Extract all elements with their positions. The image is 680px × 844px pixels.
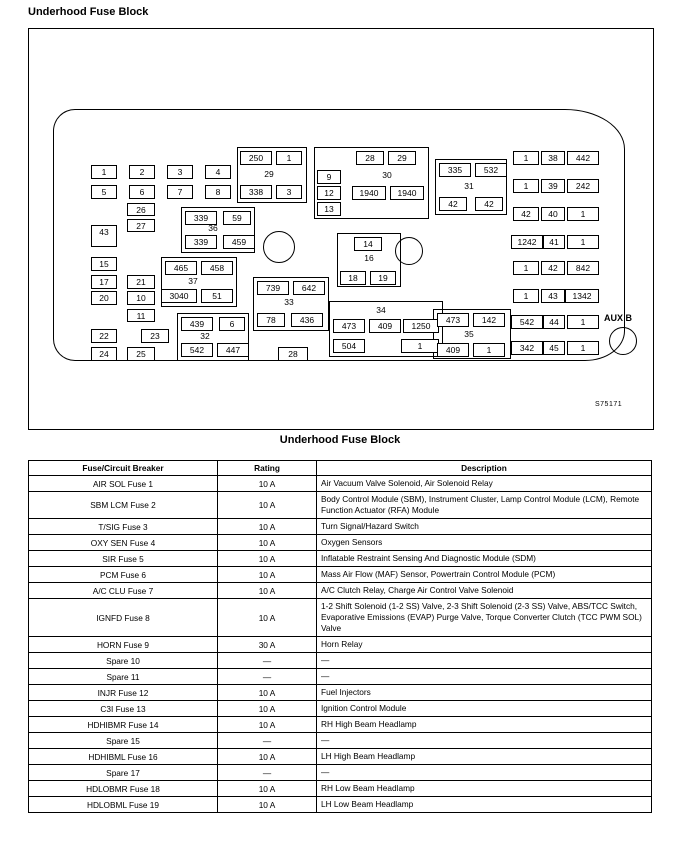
cell-description: Horn Relay: [317, 637, 652, 653]
group-number-label: 34: [376, 305, 386, 315]
cell-rating: 10 A: [218, 535, 317, 551]
fuse-cell: 28: [356, 151, 384, 165]
fuse-cell: 59: [223, 211, 251, 225]
cell-description: Ignition Control Module: [317, 701, 652, 717]
fuse-cell: 13: [317, 202, 341, 216]
fuse-cell: 542: [511, 315, 543, 329]
cell-fuse: Spare 17: [29, 765, 218, 781]
fuse-cell: 25: [127, 347, 155, 361]
cell-rating: 10 A: [218, 717, 317, 733]
fuse-cell: 1: [513, 151, 539, 165]
fuse-cell: 142: [473, 313, 505, 327]
fuse-cell: 1: [473, 343, 505, 357]
fuse-cell: 27: [127, 219, 155, 232]
fuse-cell: 542: [181, 343, 213, 357]
cell-fuse: OXY SEN Fuse 4: [29, 535, 218, 551]
fuse-cell: 24: [91, 347, 117, 361]
fuse-cell: 11: [127, 309, 155, 322]
cell-rating: 10 A: [218, 749, 317, 765]
table-row: [29, 669, 652, 685]
fuse-cell: 29: [388, 151, 416, 165]
fuse-cell: 7: [167, 185, 193, 199]
fuse-cell: 447: [217, 343, 249, 357]
cell-rating: 10 A: [218, 519, 317, 535]
fuse-cell: 339: [185, 211, 217, 225]
table-row: [29, 749, 652, 765]
cell-fuse: HDLOBML Fuse 19: [29, 797, 218, 813]
cell-fuse: PCM Fuse 6: [29, 567, 218, 583]
fuse-cell: 842: [567, 261, 599, 275]
fuse-cell: 1342: [565, 289, 599, 303]
group-number-label: 37: [188, 276, 198, 286]
group-number-label: 32: [200, 331, 210, 341]
table-row: [29, 535, 652, 551]
fuse-cell: 439: [181, 317, 213, 331]
cell-rating: 10 A: [218, 492, 317, 519]
cell-fuse: AIR SOL Fuse 1: [29, 476, 218, 492]
fuse-cell: 458: [201, 261, 233, 275]
cell-description: RH High Beam Headlamp: [317, 717, 652, 733]
cell-fuse: C3I Fuse 13: [29, 701, 218, 717]
fuse-cell: 9: [317, 170, 341, 184]
cell-rating: —: [218, 765, 317, 781]
cell-fuse: SIR Fuse 5: [29, 551, 218, 567]
group-number-label: 16: [364, 253, 374, 263]
group-number-label: 35: [464, 329, 474, 339]
group-number-label: 36: [208, 223, 218, 233]
cell-rating: 10 A: [218, 551, 317, 567]
fuse-cell: 6: [129, 185, 155, 199]
fuse-cell: 8: [205, 185, 231, 199]
table-row: [29, 476, 652, 492]
cell-rating: —: [218, 653, 317, 669]
group-number-label: 29: [264, 169, 274, 179]
fuse-cell: 1: [513, 261, 539, 275]
fuse-table: [28, 460, 652, 813]
cell-description: Turn Signal/Hazard Switch: [317, 519, 652, 535]
page-title-top: Underhood Fuse Block: [28, 6, 149, 18]
table-row: [29, 551, 652, 567]
group-number-label: 30: [382, 170, 392, 180]
fuse-cell: 42: [541, 261, 565, 275]
table-header-row: [29, 461, 652, 476]
cell-fuse: HDHIBML Fuse 16: [29, 749, 218, 765]
aux-b-label: AUX B: [604, 313, 633, 323]
table-row: [29, 781, 652, 797]
fuse-cell: 504: [333, 339, 365, 353]
fuse-cell: 338: [240, 185, 272, 199]
fuse-cell: 28: [278, 347, 308, 361]
cell-rating: —: [218, 669, 317, 685]
fuse-cell: 22: [91, 329, 117, 343]
table-row: [29, 637, 652, 653]
cell-description: 1-2 Shift Solenoid (1-2 SS) Valve, 2-3 Shift Solenoid (2-3 SS) Valve, ABS/TCC Switch, Evaporative Emissions (EVAP) Purge Valve, Torque Converter Clutch (TCC PWM SOL) Valve: [317, 599, 652, 637]
group-number-label: 31: [464, 181, 474, 191]
fuse-cell: 1: [401, 339, 439, 353]
fuse-cell: 4: [205, 165, 231, 179]
fuse-cell: 335: [439, 163, 471, 177]
fuse-cell: 250: [240, 151, 272, 165]
fuse-cell: 14: [354, 237, 382, 251]
cell-rating: 10 A: [218, 781, 317, 797]
fuse-cell: 442: [567, 151, 599, 165]
fuse-cell: 532: [475, 163, 507, 177]
fuse-cell: 473: [437, 313, 469, 327]
cell-description: —: [317, 653, 652, 669]
cell-fuse: Spare 10: [29, 653, 218, 669]
relay-socket: [263, 231, 295, 263]
fuse-cell: 473: [333, 319, 365, 333]
cell-fuse: SBM LCM Fuse 2: [29, 492, 218, 519]
cell-rating: 10 A: [218, 685, 317, 701]
group-number-label: 33: [284, 297, 294, 307]
cell-description: Air Vacuum Valve Solenoid, Air Solenoid Relay: [317, 476, 652, 492]
fuse-cell: 1940: [390, 186, 424, 200]
fuse-cell: 6: [219, 317, 245, 331]
fuse-cell: 12: [317, 186, 341, 200]
fuse-cell: 1242: [511, 235, 543, 249]
fuse-cell: 1: [567, 235, 599, 249]
fuse-cell: 18: [340, 271, 366, 285]
cell-description: Mass Air Flow (MAF) Sensor, Powertrain Control Module (PCM): [317, 567, 652, 583]
cell-description: Fuel Injectors: [317, 685, 652, 701]
fuse-cell: 17: [91, 275, 117, 289]
fuse-cell: 409: [437, 343, 469, 357]
cell-description: Oxygen Sensors: [317, 535, 652, 551]
page-title-middle: Underhood Fuse Block: [279, 434, 401, 446]
fuse-cell: 23: [141, 329, 169, 343]
cell-fuse: HDHIBMR Fuse 14: [29, 717, 218, 733]
figure-code: S75171: [595, 401, 623, 408]
column-header-description: Description: [317, 461, 652, 476]
fuse-cell: 21: [127, 275, 155, 289]
fuse-cell: 10: [127, 291, 155, 305]
fuse-cell: 41: [543, 235, 565, 249]
table-row: [29, 567, 652, 583]
fuse-cell: 1940: [352, 186, 386, 200]
cell-rating: 10 A: [218, 797, 317, 813]
fuse-cell: 342: [511, 341, 543, 355]
cell-fuse: A/C CLU Fuse 7: [29, 583, 218, 599]
fuse-cell: 45: [543, 341, 565, 355]
fuse-cell: 19: [370, 271, 396, 285]
cell-description: RH Low Beam Headlamp: [317, 781, 652, 797]
cell-fuse: IGNFD Fuse 8: [29, 599, 218, 637]
fuse-cell: 1: [567, 207, 599, 221]
fuse-cell: 5: [91, 185, 117, 199]
cell-description: LH High Beam Headlamp: [317, 749, 652, 765]
fuse-cell: 3: [167, 165, 193, 179]
fuse-cell: 78: [257, 313, 285, 327]
fuse-cell: 3: [276, 185, 302, 199]
fuse-cell: 39: [541, 179, 565, 193]
fuse-cell: 409: [369, 319, 401, 333]
fuse-cell: 20: [91, 291, 117, 305]
fuse-cell: 642: [293, 281, 325, 295]
cell-description: A/C Clutch Relay, Charge Air Control Valve Solenoid: [317, 583, 652, 599]
fuse-cell: 51: [201, 289, 233, 303]
table-row: [29, 685, 652, 701]
cell-fuse: Spare 11: [29, 669, 218, 685]
fuse-cell: 2: [129, 165, 155, 179]
fuse-cell: 38: [541, 151, 565, 165]
fuse-cell: 1: [276, 151, 302, 165]
cell-rating: 10 A: [218, 567, 317, 583]
cell-rating: 30 A: [218, 637, 317, 653]
table-row: [29, 519, 652, 535]
fuse-cell: 43: [91, 225, 117, 247]
cell-rating: 10 A: [218, 701, 317, 717]
fuse-cell: 739: [257, 281, 289, 295]
fuse-cell: 465: [165, 261, 197, 275]
cell-fuse: INJR Fuse 12: [29, 685, 218, 701]
fuse-cell: 26: [127, 203, 155, 216]
relay-socket: [609, 327, 637, 355]
table-row: [29, 599, 652, 637]
fuse-cell: 3040: [161, 289, 197, 303]
relay-socket: [395, 237, 423, 265]
cell-rating: 10 A: [218, 583, 317, 599]
cell-fuse: T/SIG Fuse 3: [29, 519, 218, 535]
cell-description: Inflatable Restraint Sensing And Diagnostic Module (SDM): [317, 551, 652, 567]
table-row: [29, 583, 652, 599]
fuse-cell: 40: [541, 207, 565, 221]
cell-rating: 10 A: [218, 599, 317, 637]
fuse-cell: 15: [91, 257, 117, 271]
cell-fuse: HDLOBMR Fuse 18: [29, 781, 218, 797]
table-row: [29, 733, 652, 749]
table-row: [29, 797, 652, 813]
table-row: [29, 701, 652, 717]
fuse-cell: 339: [185, 235, 217, 249]
cell-description: —: [317, 669, 652, 685]
fuse-cell: 436: [291, 313, 323, 327]
table-row: [29, 492, 652, 519]
fuse-cell: 1: [567, 341, 599, 355]
fuse-cell: 42: [475, 197, 503, 211]
column-header-rating: Rating: [218, 461, 317, 476]
fuse-cell: 1: [513, 289, 539, 303]
fuse-cell: 42: [513, 207, 539, 221]
cell-rating: 10 A: [218, 476, 317, 492]
fuse-block-diagram: [28, 28, 654, 430]
fuse-cell: 1250: [403, 319, 439, 333]
table-row: [29, 653, 652, 669]
cell-description: Body Control Module (SBM), Instrument Cluster, Lamp Control Module (LCM), Remote Function Actuator (RFA) Module: [317, 492, 652, 519]
cell-description: —: [317, 733, 652, 749]
table-row: [29, 765, 652, 781]
cell-description: LH Low Beam Headlamp: [317, 797, 652, 813]
fuse-cell: 1: [91, 165, 117, 179]
fuse-cell: 1: [567, 315, 599, 329]
cell-rating: —: [218, 733, 317, 749]
fuse-cell: 42: [439, 197, 467, 211]
cell-fuse: Spare 15: [29, 733, 218, 749]
table-row: [29, 717, 652, 733]
fuse-cell: 43: [541, 289, 565, 303]
fuse-cell: 242: [567, 179, 599, 193]
cell-fuse: HORN Fuse 9: [29, 637, 218, 653]
cell-description: —: [317, 765, 652, 781]
fuse-cell: 1: [513, 179, 539, 193]
fuse-cell: 459: [223, 235, 255, 249]
column-header-fuse: Fuse/Circuit Breaker: [29, 461, 218, 476]
fuse-cell: 44: [543, 315, 565, 329]
